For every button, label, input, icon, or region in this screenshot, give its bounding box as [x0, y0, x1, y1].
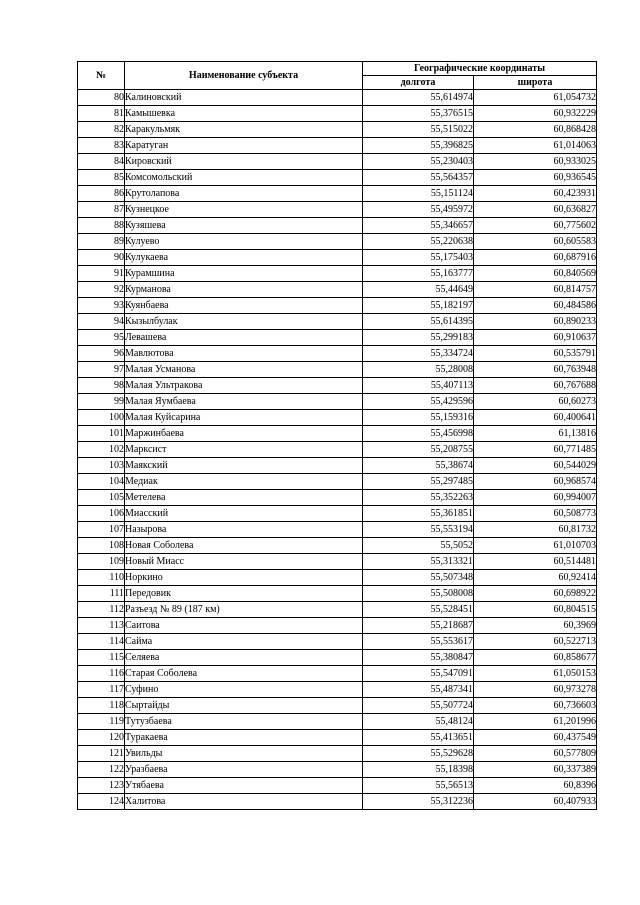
table-row [78, 298, 597, 314]
subject-name: Кировский [125, 154, 363, 170]
row-number: 102 [78, 442, 125, 458]
subject-name: Утябаева [125, 778, 363, 794]
table-row [78, 762, 597, 778]
subject-name: Норкино [125, 570, 363, 586]
subject-name: Кулуево [125, 234, 363, 250]
subject-name: Халитова [125, 794, 363, 810]
row-number: 99 [78, 394, 125, 410]
header-geo-coordinates: Географические координаты [363, 62, 597, 76]
longitude-value: 55,361851 [363, 506, 474, 522]
latitude-value: 60,936545 [474, 170, 597, 186]
latitude-value: 60,3969 [474, 618, 597, 634]
longitude-value: 55,396825 [363, 138, 474, 154]
longitude-value: 55,175403 [363, 250, 474, 266]
latitude-value: 61,014063 [474, 138, 597, 154]
subject-name: Кузнецкое [125, 202, 363, 218]
header-latitude: широта [474, 76, 597, 90]
longitude-value: 55,407113 [363, 378, 474, 394]
subject-name: Тутузбаева [125, 714, 363, 730]
latitude-value: 60,932229 [474, 106, 597, 122]
row-number: 88 [78, 218, 125, 234]
table-row [78, 698, 597, 714]
row-number: 118 [78, 698, 125, 714]
longitude-value: 55,529628 [363, 746, 474, 762]
row-number: 92 [78, 282, 125, 298]
subject-name: Саитова [125, 618, 363, 634]
latitude-value: 60,771485 [474, 442, 597, 458]
subject-name: Сайма [125, 634, 363, 650]
row-number: 81 [78, 106, 125, 122]
table-row [78, 730, 597, 746]
table-row [78, 650, 597, 666]
row-number: 113 [78, 618, 125, 634]
table-row [78, 266, 597, 282]
row-number: 90 [78, 250, 125, 266]
table-row [78, 122, 597, 138]
row-number: 100 [78, 410, 125, 426]
table-row [78, 362, 597, 378]
latitude-value: 61,201996 [474, 714, 597, 730]
subject-name: Курманова [125, 282, 363, 298]
longitude-value: 55,456998 [363, 426, 474, 442]
table-row [78, 778, 597, 794]
subject-name: Маякский [125, 458, 363, 474]
latitude-value: 60,605583 [474, 234, 597, 250]
latitude-value: 60,407933 [474, 794, 597, 810]
longitude-value: 55,507724 [363, 698, 474, 714]
latitude-value: 60,804515 [474, 602, 597, 618]
row-number: 119 [78, 714, 125, 730]
table-row [78, 554, 597, 570]
subject-name: Каратуган [125, 138, 363, 154]
subject-name: Кузяшева [125, 218, 363, 234]
row-number: 107 [78, 522, 125, 538]
table-row [78, 426, 597, 442]
longitude-value: 55,44649 [363, 282, 474, 298]
row-number: 93 [78, 298, 125, 314]
subject-name: Старая Соболева [125, 666, 363, 682]
row-number: 83 [78, 138, 125, 154]
subject-name: Мавлютова [125, 346, 363, 362]
table-row [78, 218, 597, 234]
table-row [78, 490, 597, 506]
table-row [78, 714, 597, 730]
row-number: 120 [78, 730, 125, 746]
table-row [78, 314, 597, 330]
longitude-value: 55,208755 [363, 442, 474, 458]
row-number: 94 [78, 314, 125, 330]
latitude-value: 60,337389 [474, 762, 597, 778]
subject-name: Крутолапова [125, 186, 363, 202]
row-number: 109 [78, 554, 125, 570]
subject-name: Увильды [125, 746, 363, 762]
row-number: 91 [78, 266, 125, 282]
longitude-value: 55,230403 [363, 154, 474, 170]
table-row [78, 170, 597, 186]
header-number: № [78, 62, 125, 90]
latitude-value: 60,577809 [474, 746, 597, 762]
row-number: 104 [78, 474, 125, 490]
row-number: 111 [78, 586, 125, 602]
longitude-value: 55,487341 [363, 682, 474, 698]
latitude-value: 60,544029 [474, 458, 597, 474]
table-row [78, 378, 597, 394]
subject-name: Уразбаева [125, 762, 363, 778]
longitude-value: 55,528451 [363, 602, 474, 618]
table-row [78, 618, 597, 634]
subject-name: Миасский [125, 506, 363, 522]
longitude-value: 55,299183 [363, 330, 474, 346]
subject-name: Камышевка [125, 106, 363, 122]
subject-name: Кызылбулак [125, 314, 363, 330]
row-number: 108 [78, 538, 125, 554]
subject-name: Калиновский [125, 90, 363, 106]
table-row [78, 682, 597, 698]
row-number: 82 [78, 122, 125, 138]
row-number: 121 [78, 746, 125, 762]
longitude-value: 55,614974 [363, 90, 474, 106]
latitude-value: 60,910637 [474, 330, 597, 346]
subject-name: Марксист [125, 442, 363, 458]
longitude-value: 55,380847 [363, 650, 474, 666]
longitude-value: 55,429596 [363, 394, 474, 410]
latitude-value: 60,994007 [474, 490, 597, 506]
subject-name: Новая Соболева [125, 538, 363, 554]
longitude-value: 55,547091 [363, 666, 474, 682]
subject-name: Комсомольский [125, 170, 363, 186]
table-row [78, 234, 597, 250]
row-number: 123 [78, 778, 125, 794]
table-row [78, 458, 597, 474]
latitude-value: 61,13816 [474, 426, 597, 442]
table-row [78, 106, 597, 122]
table-row [78, 570, 597, 586]
table-row [78, 522, 597, 538]
table-row [78, 602, 597, 618]
header-longitude: долгота [363, 76, 474, 90]
latitude-value: 60,92414 [474, 570, 597, 586]
longitude-value: 55,159316 [363, 410, 474, 426]
longitude-value: 55,413651 [363, 730, 474, 746]
latitude-value: 60,484586 [474, 298, 597, 314]
subject-name: Каракульмяк [125, 122, 363, 138]
longitude-value: 55,508008 [363, 586, 474, 602]
subject-name: Селяева [125, 650, 363, 666]
latitude-value: 60,522713 [474, 634, 597, 650]
latitude-value: 60,973278 [474, 682, 597, 698]
longitude-value: 55,56513 [363, 778, 474, 794]
row-number: 114 [78, 634, 125, 650]
latitude-value: 61,050153 [474, 666, 597, 682]
subject-name: Малая Ультракова [125, 378, 363, 394]
subject-name: Малая Куйсарина [125, 410, 363, 426]
table-row [78, 250, 597, 266]
latitude-value: 60,890233 [474, 314, 597, 330]
row-number: 105 [78, 490, 125, 506]
row-number: 110 [78, 570, 125, 586]
table-row [78, 186, 597, 202]
latitude-value: 60,868428 [474, 122, 597, 138]
latitude-value: 60,767688 [474, 378, 597, 394]
longitude-value: 55,553617 [363, 634, 474, 650]
longitude-value: 55,564357 [363, 170, 474, 186]
longitude-value: 55,151124 [363, 186, 474, 202]
subject-name: Маржинбаева [125, 426, 363, 442]
table-row [78, 474, 597, 490]
row-number: 98 [78, 378, 125, 394]
latitude-value: 60,968574 [474, 474, 597, 490]
table-row [78, 154, 597, 170]
latitude-value: 60,736603 [474, 698, 597, 714]
subject-name: Малая Усманова [125, 362, 363, 378]
row-number: 86 [78, 186, 125, 202]
table-row [78, 410, 597, 426]
latitude-value: 60,423931 [474, 186, 597, 202]
subject-name: Метелева [125, 490, 363, 506]
table-row [78, 346, 597, 362]
row-number: 116 [78, 666, 125, 682]
table-row [78, 330, 597, 346]
longitude-value: 55,28008 [363, 362, 474, 378]
subject-name: Передовик [125, 586, 363, 602]
row-number: 115 [78, 650, 125, 666]
latitude-value: 60,81732 [474, 522, 597, 538]
longitude-value: 55,495972 [363, 202, 474, 218]
row-number: 112 [78, 602, 125, 618]
longitude-value: 55,220638 [363, 234, 474, 250]
latitude-value: 60,814757 [474, 282, 597, 298]
latitude-value: 60,508773 [474, 506, 597, 522]
table-body [78, 90, 597, 810]
longitude-value: 55,5052 [363, 538, 474, 554]
subject-name: Куянбаева [125, 298, 363, 314]
row-number: 95 [78, 330, 125, 346]
row-number: 101 [78, 426, 125, 442]
row-number: 97 [78, 362, 125, 378]
row-number: 80 [78, 90, 125, 106]
subject-name: Левашева [125, 330, 363, 346]
latitude-value: 61,010703 [474, 538, 597, 554]
subject-name: Разъезд № 89 (187 км) [125, 602, 363, 618]
latitude-value: 60,535791 [474, 346, 597, 362]
longitude-value: 55,48124 [363, 714, 474, 730]
table-row [78, 202, 597, 218]
row-number: 106 [78, 506, 125, 522]
subject-name: Суфино [125, 682, 363, 698]
longitude-value: 55,334724 [363, 346, 474, 362]
table-row [78, 282, 597, 298]
table-row [78, 634, 597, 650]
subject-name: Назырова [125, 522, 363, 538]
subject-name: Малая Яумбаева [125, 394, 363, 410]
table-row [78, 506, 597, 522]
table-row [78, 138, 597, 154]
latitude-value: 60,698922 [474, 586, 597, 602]
row-number: 122 [78, 762, 125, 778]
longitude-value: 55,507348 [363, 570, 474, 586]
table-row [78, 794, 597, 810]
longitude-value: 55,38674 [363, 458, 474, 474]
latitude-value: 61,054732 [474, 90, 597, 106]
longitude-value: 55,313321 [363, 554, 474, 570]
longitude-value: 55,297485 [363, 474, 474, 490]
header-subject-name: Наименование субъекта [125, 62, 363, 90]
latitude-value: 60,933025 [474, 154, 597, 170]
latitude-value: 60,514481 [474, 554, 597, 570]
longitude-value: 55,376515 [363, 106, 474, 122]
longitude-value: 55,218687 [363, 618, 474, 634]
longitude-value: 55,352263 [363, 490, 474, 506]
table-row [78, 666, 597, 682]
longitude-value: 55,553194 [363, 522, 474, 538]
table-row [78, 90, 597, 106]
longitude-value: 55,312236 [363, 794, 474, 810]
subject-name: Кулукаева [125, 250, 363, 266]
subject-name: Сыртайды [125, 698, 363, 714]
longitude-value: 55,163777 [363, 266, 474, 282]
subject-name: Курамшина [125, 266, 363, 282]
row-number: 103 [78, 458, 125, 474]
latitude-value: 60,60273 [474, 394, 597, 410]
subject-name: Новый Миасс [125, 554, 363, 570]
table-row [78, 394, 597, 410]
table-row [78, 442, 597, 458]
latitude-value: 60,8396 [474, 778, 597, 794]
subject-name: Медиак [125, 474, 363, 490]
latitude-value: 60,400641 [474, 410, 597, 426]
latitude-value: 60,437549 [474, 730, 597, 746]
row-number: 124 [78, 794, 125, 810]
table-row [78, 538, 597, 554]
table-row [78, 586, 597, 602]
longitude-value: 55,346657 [363, 218, 474, 234]
latitude-value: 60,858677 [474, 650, 597, 666]
row-number: 84 [78, 154, 125, 170]
coordinates-table [77, 61, 597, 810]
longitude-value: 55,515022 [363, 122, 474, 138]
row-number: 96 [78, 346, 125, 362]
subject-name: Туракаева [125, 730, 363, 746]
row-number: 85 [78, 170, 125, 186]
latitude-value: 60,763948 [474, 362, 597, 378]
longitude-value: 55,182197 [363, 298, 474, 314]
row-number: 87 [78, 202, 125, 218]
latitude-value: 60,636827 [474, 202, 597, 218]
row-number: 89 [78, 234, 125, 250]
latitude-value: 60,840569 [474, 266, 597, 282]
row-number: 117 [78, 682, 125, 698]
table-row [78, 746, 597, 762]
latitude-value: 60,687916 [474, 250, 597, 266]
longitude-value: 55,614395 [363, 314, 474, 330]
latitude-value: 60,775602 [474, 218, 597, 234]
longitude-value: 55,18398 [363, 762, 474, 778]
